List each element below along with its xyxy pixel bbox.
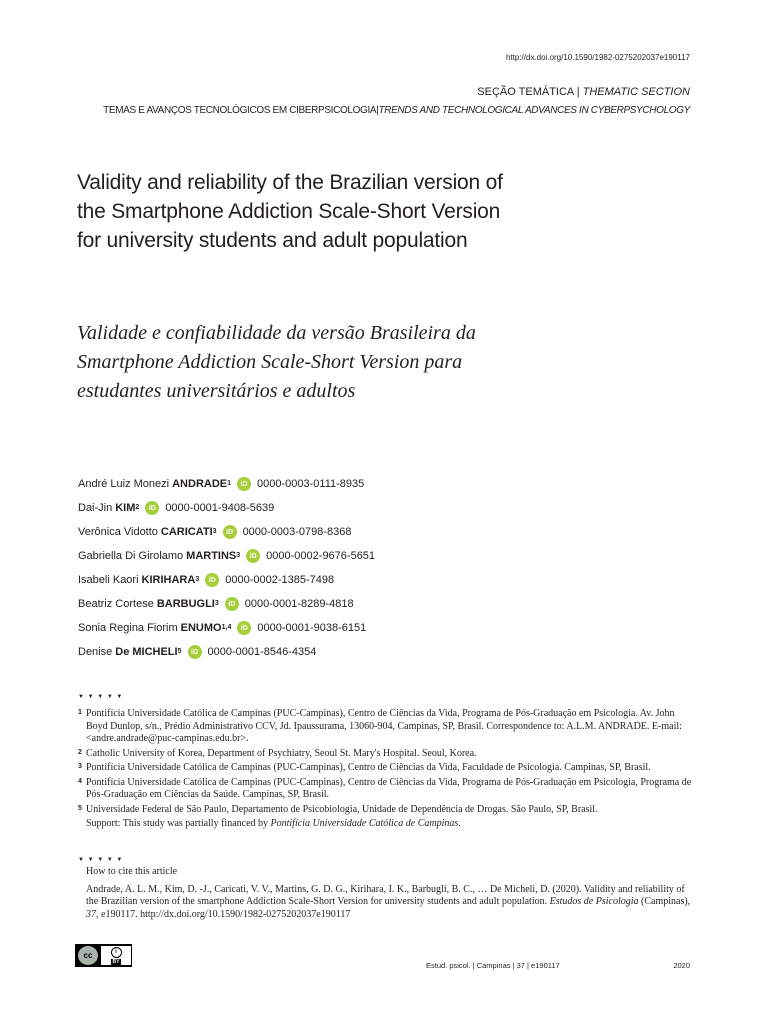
- orcid-id[interactable]: 0000-0001-9038-6151: [257, 622, 367, 634]
- section-en: THEMATIC SECTION: [582, 86, 690, 98]
- funding-support: [78, 818, 693, 831]
- affiliation-number: 3: [78, 763, 82, 770]
- themes-en: TRENDS AND TECHNOLOGICAL ADVANCES IN CYBERPSYCHOLOGY: [378, 105, 690, 116]
- citation-tail[interactable]: , e190117. http://dx.doi.org/10.1590/1982-0275202037e190117: [96, 908, 351, 920]
- support-suffix: .: [458, 818, 461, 829]
- by-label: BY: [112, 958, 120, 965]
- author-given-name: André Luiz Monezi: [78, 478, 170, 490]
- orcid-icon[interactable]: iD: [246, 549, 260, 563]
- author-affiliation-mark: 3: [236, 551, 241, 559]
- support-funder: Pontifícia Universidade Católica de Campinas: [270, 818, 459, 829]
- author-row: [78, 472, 375, 496]
- author-row: [78, 568, 375, 592]
- author-surname: KIM: [115, 502, 136, 514]
- author-surname: De MICHELI: [115, 646, 178, 658]
- author-row: [78, 640, 375, 664]
- affiliation-number: 4: [78, 777, 82, 785]
- affiliation-note: [78, 804, 693, 817]
- citation-journal: Estudos de Psicologia: [549, 896, 639, 907]
- citation-body: Andrade, A. L. M., Kim, D. -J., Caricati, V. V., Martins, G. D. G., Kirihara, I. K., Barbugli, B. C., … De Micheli, D. (2020). Validity and reliability of the Brazilian version of the smartphone Addiction Scale-Short Version for university students and adult population.: [86, 883, 685, 907]
- orcid-id[interactable]: 0000-0001-9408-5639: [165, 502, 275, 514]
- author-given-name: Isabeli Kaori: [78, 574, 139, 586]
- orcid-icon[interactable]: iD: [225, 597, 239, 611]
- section-separator: |: [573, 86, 583, 98]
- citation-text: [86, 884, 696, 922]
- author-surname: CARICATI: [160, 526, 213, 538]
- person-icon: i: [111, 947, 122, 958]
- citation-block: [86, 866, 696, 921]
- cc-icon: cc: [78, 946, 98, 965]
- author-given-name: Denise: [78, 646, 113, 658]
- author-given-name: Verônica Vidotto: [78, 526, 158, 538]
- affiliation-note: [78, 762, 693, 775]
- author-affiliation-mark: 1,4: [221, 623, 232, 631]
- footer-journal: Estud. psicol. | Campinas | 37 | e190117: [426, 961, 560, 970]
- affiliation-number: 5: [78, 804, 82, 812]
- author-affiliation-mark: 3: [195, 575, 200, 583]
- orcid-id[interactable]: 0000-0002-9676-5651: [266, 550, 376, 562]
- themes-pt: TEMAS E AVANÇOS TECNOLÓGICOS EM CIBERPSICOLOGIA: [103, 105, 377, 116]
- affiliation-text: Pontifícia Universidade Católica de Campinas (PUC-Campinas), Centro de Ciências da Vida, Programa de Pós-Graduação em Psicologia. Av. John Boyd Dunlop, s/n., Prédio Administrativo CCV, Jd. Ipaussurama, 13060-904, Campinas, SP, Brasil. Correspondence to: A.L.M. ANDRADE. E-mail: <andre.andrade@puc-campinas.edu.br>.: [86, 708, 682, 744]
- author-affiliation-mark: 3: [214, 599, 219, 607]
- affiliation-text: Universidade Federal de São Paulo, Departamento de Psicobiologia, Unidade de Dependência de Drogas. São Paulo, SP, Brasil.: [86, 803, 598, 815]
- affiliation-notes: [78, 708, 693, 831]
- themes-label: [78, 105, 690, 116]
- article-subtitle: Validade e confiabilidade da versão Brasileira da Smartphone Addiction Scale-Short Version para estudantes universitários e adultos: [77, 322, 476, 402]
- affiliation-note: [78, 708, 693, 746]
- section-pt: SEÇÃO TEMÁTICA: [477, 86, 574, 98]
- article-title: Validity and reliability of the Brazilian version of the Smartphone Addiction Scale-Short Version for university students and adult population: [77, 171, 503, 252]
- attribution-icon: [101, 946, 131, 965]
- citation-heading: How to cite this article: [86, 866, 178, 877]
- affiliation-note: [78, 748, 693, 761]
- author-row: [78, 496, 375, 520]
- orcid-icon[interactable]: iD: [188, 645, 202, 659]
- affiliation-note: [78, 777, 693, 802]
- doi-link[interactable]: http://dx.doi.org/10.1590/1982-0275202037e190117: [505, 53, 690, 62]
- author-affiliation-mark: 2: [135, 503, 140, 511]
- author-given-name: Dai-Jin: [78, 502, 113, 514]
- orcid-icon[interactable]: iD: [237, 477, 251, 491]
- author-row: [78, 544, 375, 568]
- affiliation-number: 2: [78, 748, 82, 756]
- footer-year: 2020: [673, 961, 690, 970]
- orcid-icon[interactable]: iD: [145, 501, 159, 515]
- affiliation-text: Pontifícia Universidade Católica de Campinas (PUC-Campinas), Centro de Ciências da Vida, Faculdade de Psicologia. Campinas, SP, Brasil.: [86, 762, 651, 773]
- author-given-name: Gabriella Di Girolamo: [78, 550, 184, 562]
- author-surname: BARBUGLI: [156, 598, 215, 610]
- author-affiliation-mark: 3: [212, 527, 217, 535]
- section-label: [477, 86, 690, 98]
- orcid-id[interactable]: 0000-0003-0111-8935: [257, 478, 365, 490]
- author-surname: ENUMO: [180, 622, 222, 634]
- arrow-divider-top: ▼ ▼ ▼ ▼ ▼: [78, 694, 124, 700]
- orcid-icon[interactable]: iD: [223, 525, 237, 539]
- author-surname: MARTINS: [186, 550, 237, 562]
- author-row: [78, 592, 375, 616]
- author-row: [78, 520, 375, 544]
- author-surname: KIRIHARA: [141, 574, 196, 586]
- author-given-name: Sonia Regina Fiorim: [78, 622, 178, 634]
- author-given-name: Beatriz Cortese: [78, 598, 154, 610]
- author-list: [78, 472, 375, 664]
- citation-place: (Campinas),: [638, 896, 691, 907]
- author-surname: ANDRADE: [172, 478, 228, 490]
- orcid-id[interactable]: 0000-0001-8289-4818: [244, 598, 354, 610]
- cc-by-license-badge[interactable]: [75, 944, 132, 967]
- orcid-id[interactable]: 0000-0002-1385-7498: [225, 574, 335, 586]
- affiliation-number: 1: [78, 709, 82, 716]
- support-prefix: Support: This study was partially financed by: [86, 818, 271, 829]
- affiliation-text: Catholic University of Korea, Department of Psychiatry, Seoul St. Mary's Hospital. Seoul, Korea.: [86, 747, 477, 759]
- citation-volume: 37: [86, 908, 96, 920]
- orcid-icon[interactable]: iD: [237, 621, 251, 635]
- orcid-id[interactable]: 0000-0001-8546-4354: [207, 646, 317, 658]
- author-affiliation-mark: 5: [177, 647, 182, 655]
- author-row: [78, 616, 375, 640]
- arrow-divider-bottom: ▼ ▼ ▼ ▼ ▼: [78, 857, 124, 863]
- author-affiliation-mark: 1: [227, 479, 232, 487]
- themes-separator: |: [376, 105, 379, 116]
- orcid-id[interactable]: 0000-0003-0798-8368: [242, 526, 352, 538]
- affiliation-text: Pontifícia Universidade Católica de Campinas (PUC-Campinas), Centro de Ciências da Vida, Programa de Pós-Graduação em Psicologia, Programa de Pós-Graduação em Ciências da Saúde. Campinas, SP, Brasil.: [86, 776, 692, 800]
- orcid-icon[interactable]: iD: [205, 573, 219, 587]
